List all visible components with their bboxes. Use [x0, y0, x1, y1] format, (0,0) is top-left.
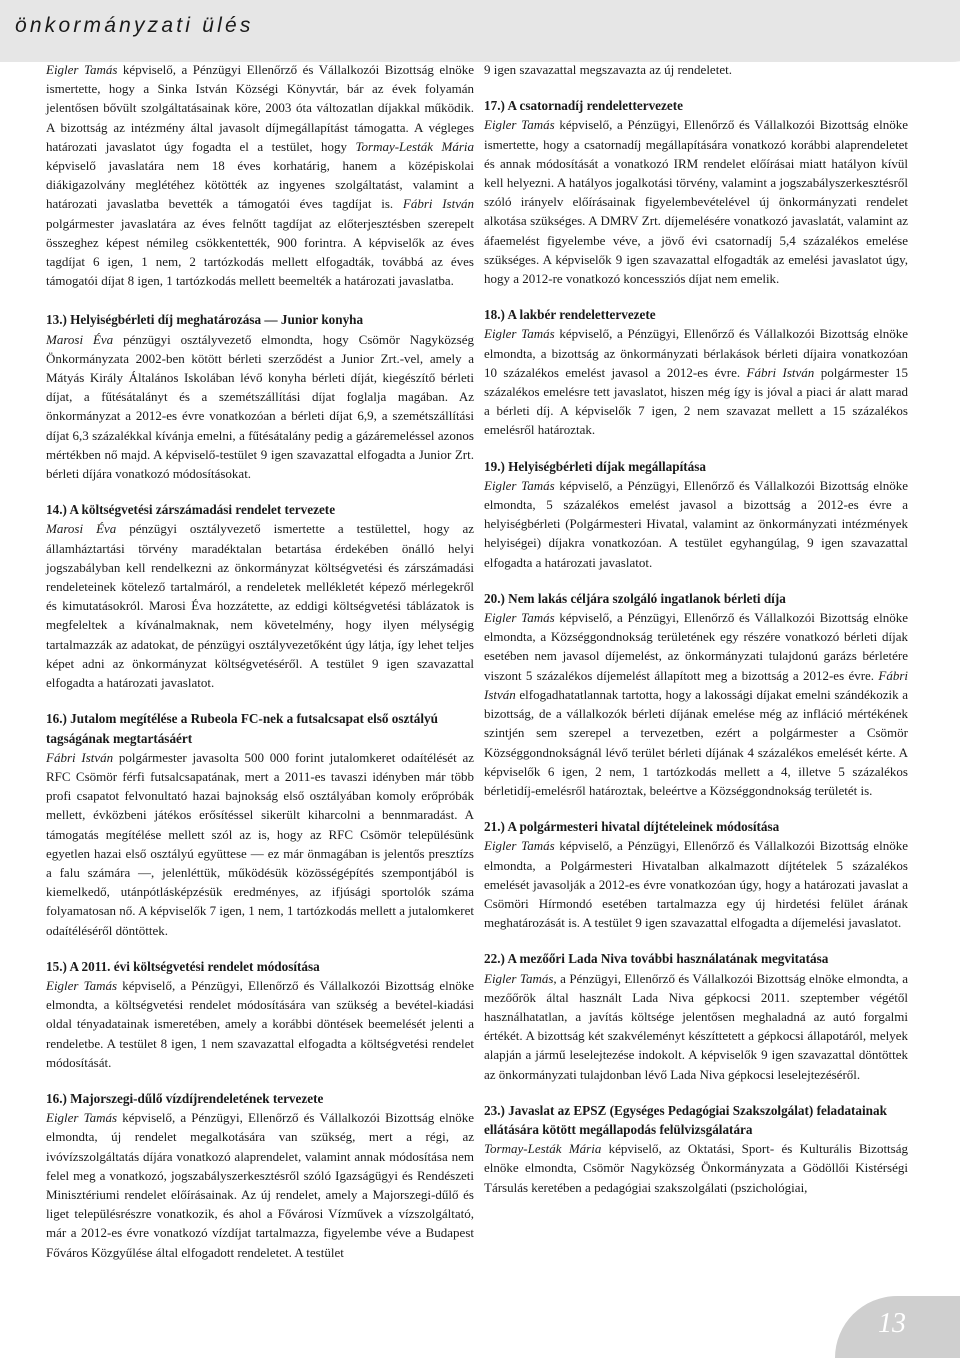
agenda-heading: 16.) Majorszegi-dűlő vízdíjrendeletének tervezete: [46, 1090, 324, 1106]
agenda-heading: 20.) Nem lakás céljára szolgáló ingatlanok bérleti díja: [484, 590, 786, 606]
body-text: képviselő, az Oktatási, Sport- és Kulturális Bizottság elnöke elmondta, Csömör Nagyközség Önkormányzata a Gödöllői Kistérségi Társulás keretében a pedagógiai szakszolgálati (pszichológiai,: [484, 1141, 908, 1195]
agenda-body: [46, 330, 474, 484]
body-text: képviselő, a Pénzügyi, Ellenőrző és Vállalkozói Bizottság elnöke ismertette, hogy a csatornadíj megállapítására vonatkozó korábbi alaprendeletet és annak módosítását a vonatkozó IRM rendelet előírásai miatt hatályon kívül kell helyezni. A hatályos jogalkotási törvény, valamint a jogszabályszerkesztésről szóló irányelv előírásainak figyelembevételével új önkormányzati rendelet alkotása szükséges. A DMRV Zrt. díjemelésére vonatkozó javaslatát, valamint az áfaemelést figyelembe véve, a jövő évi csatornadíj 5,4 százalékos emelése szükséges. A képviselők 9 igen szavazattal elfogadták az emelési javaslatot úgy, hogy a 2012-re vonatkozó koncessziós díjat nem emelik.: [484, 117, 908, 287]
agenda-body: [46, 748, 474, 940]
agenda-heading: 15.) A 2011. évi költségvetési rendelet módosítása: [46, 958, 320, 974]
spacer: [46, 290, 474, 310]
body-text: képviselő, a Pénzügyi Ellenőrző és Vállalkozói Bizottság elnöke ismertette, hogy a Sinka István Községi Könyvtár, bár az évek folyamán jelentősen bővült szolgáltatásainak köre, 2003 óta változatlan díjakkal működik. A bizottság az intézmény által javasolt díjmegállapítást támogatta. A végleges határozati javaslatot úgy fogadta el a testület, hogy: [46, 62, 474, 154]
person-name: Marosi Éva: [46, 521, 117, 537]
person-name: Eigler Tamás: [484, 838, 555, 854]
person-name: Fábri István: [746, 364, 815, 380]
section-title: önkormányzati ülés: [15, 14, 254, 37]
agenda-item: [484, 457, 908, 572]
agenda-heading: 23.) Javaslat az EPSZ (Egységes Pedagógiai Szakszolgálat) feladatainak ellátására kötött megállapodás felülvizsgálatára: [484, 1102, 887, 1137]
intro-paragraph: [46, 60, 474, 290]
person-name: Eigler Tamás: [484, 610, 555, 626]
body-text: pénzügyi osztályvezető elmondta, hogy Csömör Nagyközség Önkormányzata 2002-ben kötött bérleti szerződést a Junior Zrt.-vel, amely a Mátyás Király Általános Iskolában lévő konyha bérleti díját, kiegészítő bérleti díjat, a fűtésátalányt és a szemétszállítási díjat foglalja magában. Az önkormányzat a 2012-es évre vonatkozóan a bérleti díjat 6,9, a szemétszállítási díjat 6,3 százalékkal kívánja emelni, a fűtésátalány pedig a gázáremeléssel azonos mértékben nő majd. A képviselő-testület 9 igen szavazattal elfogadta a Junior Zrt. bérleti díjára vonatkozó módosításokat.: [46, 331, 474, 482]
agenda-item: [484, 305, 908, 439]
body-text: a Pénzügyi, Ellenőrző és Vállalkozói Bizottság elnöke elmondta, a mezőőrök által használt Lada Niva gépkocsi 2011. szeptember végétől használhatatlan, a javítás költsége jelentősen meghaladná az autó forgalmi értékét. A bizottság két szakvéleményt készíttetett a gépkocsi állapotáról, melyek alapján a jármű leselejtezése indokolt. A képviselők 9 igen szavazattal döntöttek az önkormányzati tulajdonban lévő Lada Niva gépkocsi leselejtezéséről.: [484, 970, 908, 1082]
person-name: Eigler Tamás: [46, 1110, 118, 1126]
body-text: képviselő, a Pénzügyi, Ellenőrző és Vállalkozói Bizottság elnöke elmondta, 5 százalékos emelést javasol a bizottság a 2012-es évre a helyiségbérleti (Polgármesteri Hivatal, valamint az önkormányzati intézmények helyiségei) díjakra vonatkozóan. A testület egyhangúlag, 9 igen szavazattal elfogadta a határozati javaslatot.: [484, 477, 908, 570]
agenda-item: [484, 817, 908, 932]
agenda-body: [484, 324, 908, 439]
person-name: Tormay-Lesták Mária: [484, 1141, 602, 1157]
body-text: képviselő, a Pénzügyi, Ellenőrző és Vállalkozói Bizottság elnöke elmondta, a Polgármesteri Hivatalban alkalmazott díjtételek 5 százalékos emelését javasolják a 2012-es évre vonatkozóan úgy, hogy a határozati javaslat a Csömöri Hírmondó esetében tartalmazza egy új hirdetési felület árának meghatározását is. A testület 9 igen szavazattal elfogadta a díjemelési javaslatot.: [484, 838, 908, 931]
agenda-heading: 18.) A lakbér rendelettervezete: [484, 307, 656, 323]
agenda-heading: 21.) A polgármesteri hivatal díjtételeinek módosítása: [484, 819, 780, 835]
agenda-item: [46, 957, 474, 1072]
agenda-body: [484, 969, 908, 1084]
page-number: 13: [878, 1308, 906, 1339]
agenda-item: [46, 310, 474, 483]
agenda-heading: 16.) Jutalom megítélése a Rubeola FC-nek a futsalcsapat első osztályú tagságának megtartásáért: [46, 711, 438, 746]
agenda-heading: 22.) A mezőőri Lada Niva további használatának megvitatása: [484, 951, 829, 967]
person-name: Marosi Éva: [46, 331, 114, 347]
agenda-item: [46, 500, 474, 692]
person-name: Fábri István: [402, 196, 474, 212]
agenda-item: [484, 949, 908, 1083]
agenda-heading: 14.) A költségvetési zárszámadási rendelet tervezete: [46, 502, 336, 518]
agenda-heading: 13.) Helyiségbérleti díj meghatározása — Junior konyha: [46, 312, 364, 328]
person-name: Eigler Tamás: [46, 977, 118, 993]
person-name: Eigler Tamás: [484, 477, 555, 493]
agenda-body: [484, 115, 908, 288]
person-name: Eigler Tamás: [484, 326, 555, 342]
person-name: Fábri István: [46, 749, 114, 765]
agenda-item: [484, 1101, 908, 1197]
agenda-body: [484, 608, 908, 800]
agenda-heading: 19.) Helyiségbérleti díjak megállapítása: [484, 458, 706, 474]
agenda-item: [484, 589, 908, 800]
body-text: képviselő javaslatára nem 18 éves korhatárig, hanem a középiskolai diákigazolvány meglétéhez kötötték az ingyenes szolgáltatást, valamint a határozati javaslatba bevették a támogatói éves tagdíjat is.: [46, 158, 474, 212]
body-text: képviselő, a Pénzügyi, Ellenőrző és Vállalkozói Bizottság elnöke elmondta, a bizottság az önkormányzati bérlakások bérleti díjaira vonatkozóan 10 százalékos emelést javasol a 2012-es évre.: [484, 326, 908, 380]
agenda-body: [46, 519, 474, 692]
body-text: polgármester javasolta 500 000 forint jutalomkeret odaítélését az RFC Csömör férfi futsalcsapatának, mert a 2011-es tavaszi idényben már több profi csapatot felvonultató hazai bajnokság első osztályában komoly erőpróbák mellett, évközbeni játékos erősítéssel sikerült kiharcolni a bennmaradást. A támogatás megítélése mellett szól az is, hogy az RFC Csömör településünk egyetlen hazai első osztályú együttese — ez már önmagában is jelentős presztízs a falu számára —, jelenléttük, működésük közösségépítés szempontjából is kiemelkedő, utánpótlásképzésük eredményes, az ifjúsági sportolók száma folyamatosan nő. A képviselők 7 igen, 1 nem, 1 tartózkodás mellett a jutalomkeret odaítéléséről döntöttek.: [46, 749, 474, 938]
agenda-item: [484, 96, 908, 288]
body-text: polgármester 15 százalékos emelésre tett javaslatot, hiszen még így is jóval a piaci ár alatt marad a bérleti díj. A képviselők 7 igen, 2 nem szavazat mellett a 15 százalékos emelésről határoztak.: [484, 364, 908, 438]
agenda-body: [484, 476, 908, 572]
body-text: polgármester javaslatára az éves felnőtt tagdíjat az előterjesztésben szerepelt összeghez képest némileg csökkentették, 900 forintra. A képviselők az éves tagdíjat 6 igen, 1 nem, 2 tartózkodás mellett elfogadták, továbbá az éves támogatói díjat 8 igen, 1 tartózkodás mellett beemelték a határozati javaslatba.: [46, 215, 474, 289]
right-column: [484, 60, 908, 1214]
person-name: Eigler Tamás,: [484, 970, 557, 986]
person-name: Fábri István: [484, 667, 908, 702]
agenda-item: [46, 1089, 474, 1262]
agenda-heading: 17.) A csatornadíj rendelettervezete: [484, 98, 683, 114]
person-name: Tormay-Lesták Mária: [355, 138, 474, 154]
body-text: elfogadhatatlannak tartotta, hogy a lakossági díjakat emelni szándékozik a bizottság, de a vállalkozók bérleti díjának emelése még az infláció mértékének szintjén sem szerepel a tervezetben, ezért a polgármester a Csömör Községgondnokságnál lévő terület bérleti díjának 4 százalékos emelését kérte. A képviselők 6 igen, 2 nem, 1 tartózkodás mellett a 4, illetve 5 százalékos bérletidíj-emelésről határoztak, beleértve a Községgondnokság területét is.: [484, 686, 908, 798]
continuation-text: 9 igen szavazattal megszavazta az új rendeletet.: [484, 62, 732, 77]
agenda-body: [46, 976, 474, 1072]
body-text: képviselő, a Pénzügyi, Ellenőrző és Vállalkozói Bizottság elnöke elmondta, a költségvetési rendelet módosítására van szükség a bevétel-kiadási oldal tényadatainak ismeretében, amely a korábbi döntések beemelését jelenti a rendeletbe. A testület 8 igen, 1 nem szavazattal elfogadta a költségvetési rendelet módosítását.: [46, 977, 474, 1070]
person-name: Eigler Tamás: [484, 117, 555, 133]
left-column: [46, 60, 474, 1279]
person-name: Eigler Tamás: [46, 62, 118, 77]
body-text: képviselő, a Pénzügyi, Ellenőrző és Vállalkozói Bizottság elnöke elmondta, új rendelet megalkotására van szükség, mert a régi, az ivóvízszolgáltatás díjára vonatkozó alaprendelet, valamint annak módosítása nem felel meg a vonatkozó, jogszabályszerkesztésről szóló Igazságügyi és Rendészeti Minisztériumi rendelet előírásainak. Az új rendelet, amely a Majorszegi-dűlő és liget településrészre vonatkozik, és ahol a Fővárosi Vízművek a vízszolgáltató, már a 2012-es évre vonatkozó vízdíjat tartalmazza, figyelembe véve a Budapest Főváros Közgyűlése által elfogadott rendeletet. A testület: [46, 1110, 474, 1260]
agenda-body: [484, 836, 908, 932]
page-number-tab: [835, 1296, 960, 1358]
body-text: képviselő, a Pénzügyi, Ellenőrző és Vállalkozói Bizottság elnöke elmondta, a Községgondnokság területének egy részére vonatkozó bérleti díjak esetében nem javasol díjemelést, az önkormányzati tulajdonú garázs bérletére viszont 5 százalékos díjemelést állapított meg a bizottság a 2012-es évre.: [484, 610, 908, 683]
agenda-body: [484, 1139, 908, 1197]
agenda-item: [46, 709, 474, 939]
agenda-body: [46, 1108, 474, 1262]
body-text: pénzügyi osztályvezető ismertette a testülettel, hogy az államháztartási törvény maradéktalan betartása érdekében önálló helyi jogszabályban kell rendelkezni az önkormányzat költségvetési és zárszámadási rendeleteinek kötelező tartalmáról, a rendeletek mellékletét képező mérlegekről és kimutatásokról. Marosi Éva hozzátette, az eddigi költségvetési táblázatok is megfeleltek a kívánalmaknak, nem követelmény, hogy ilyen mélységig tartalmazzák az adatokat, de pénzügyi osztályvezetőként úgy látja, így lehet teljes képet adni az önkormányzat költségvetéséről. A testület 9 igen szavazattal elfogadta a határozati javaslatot.: [46, 521, 474, 691]
